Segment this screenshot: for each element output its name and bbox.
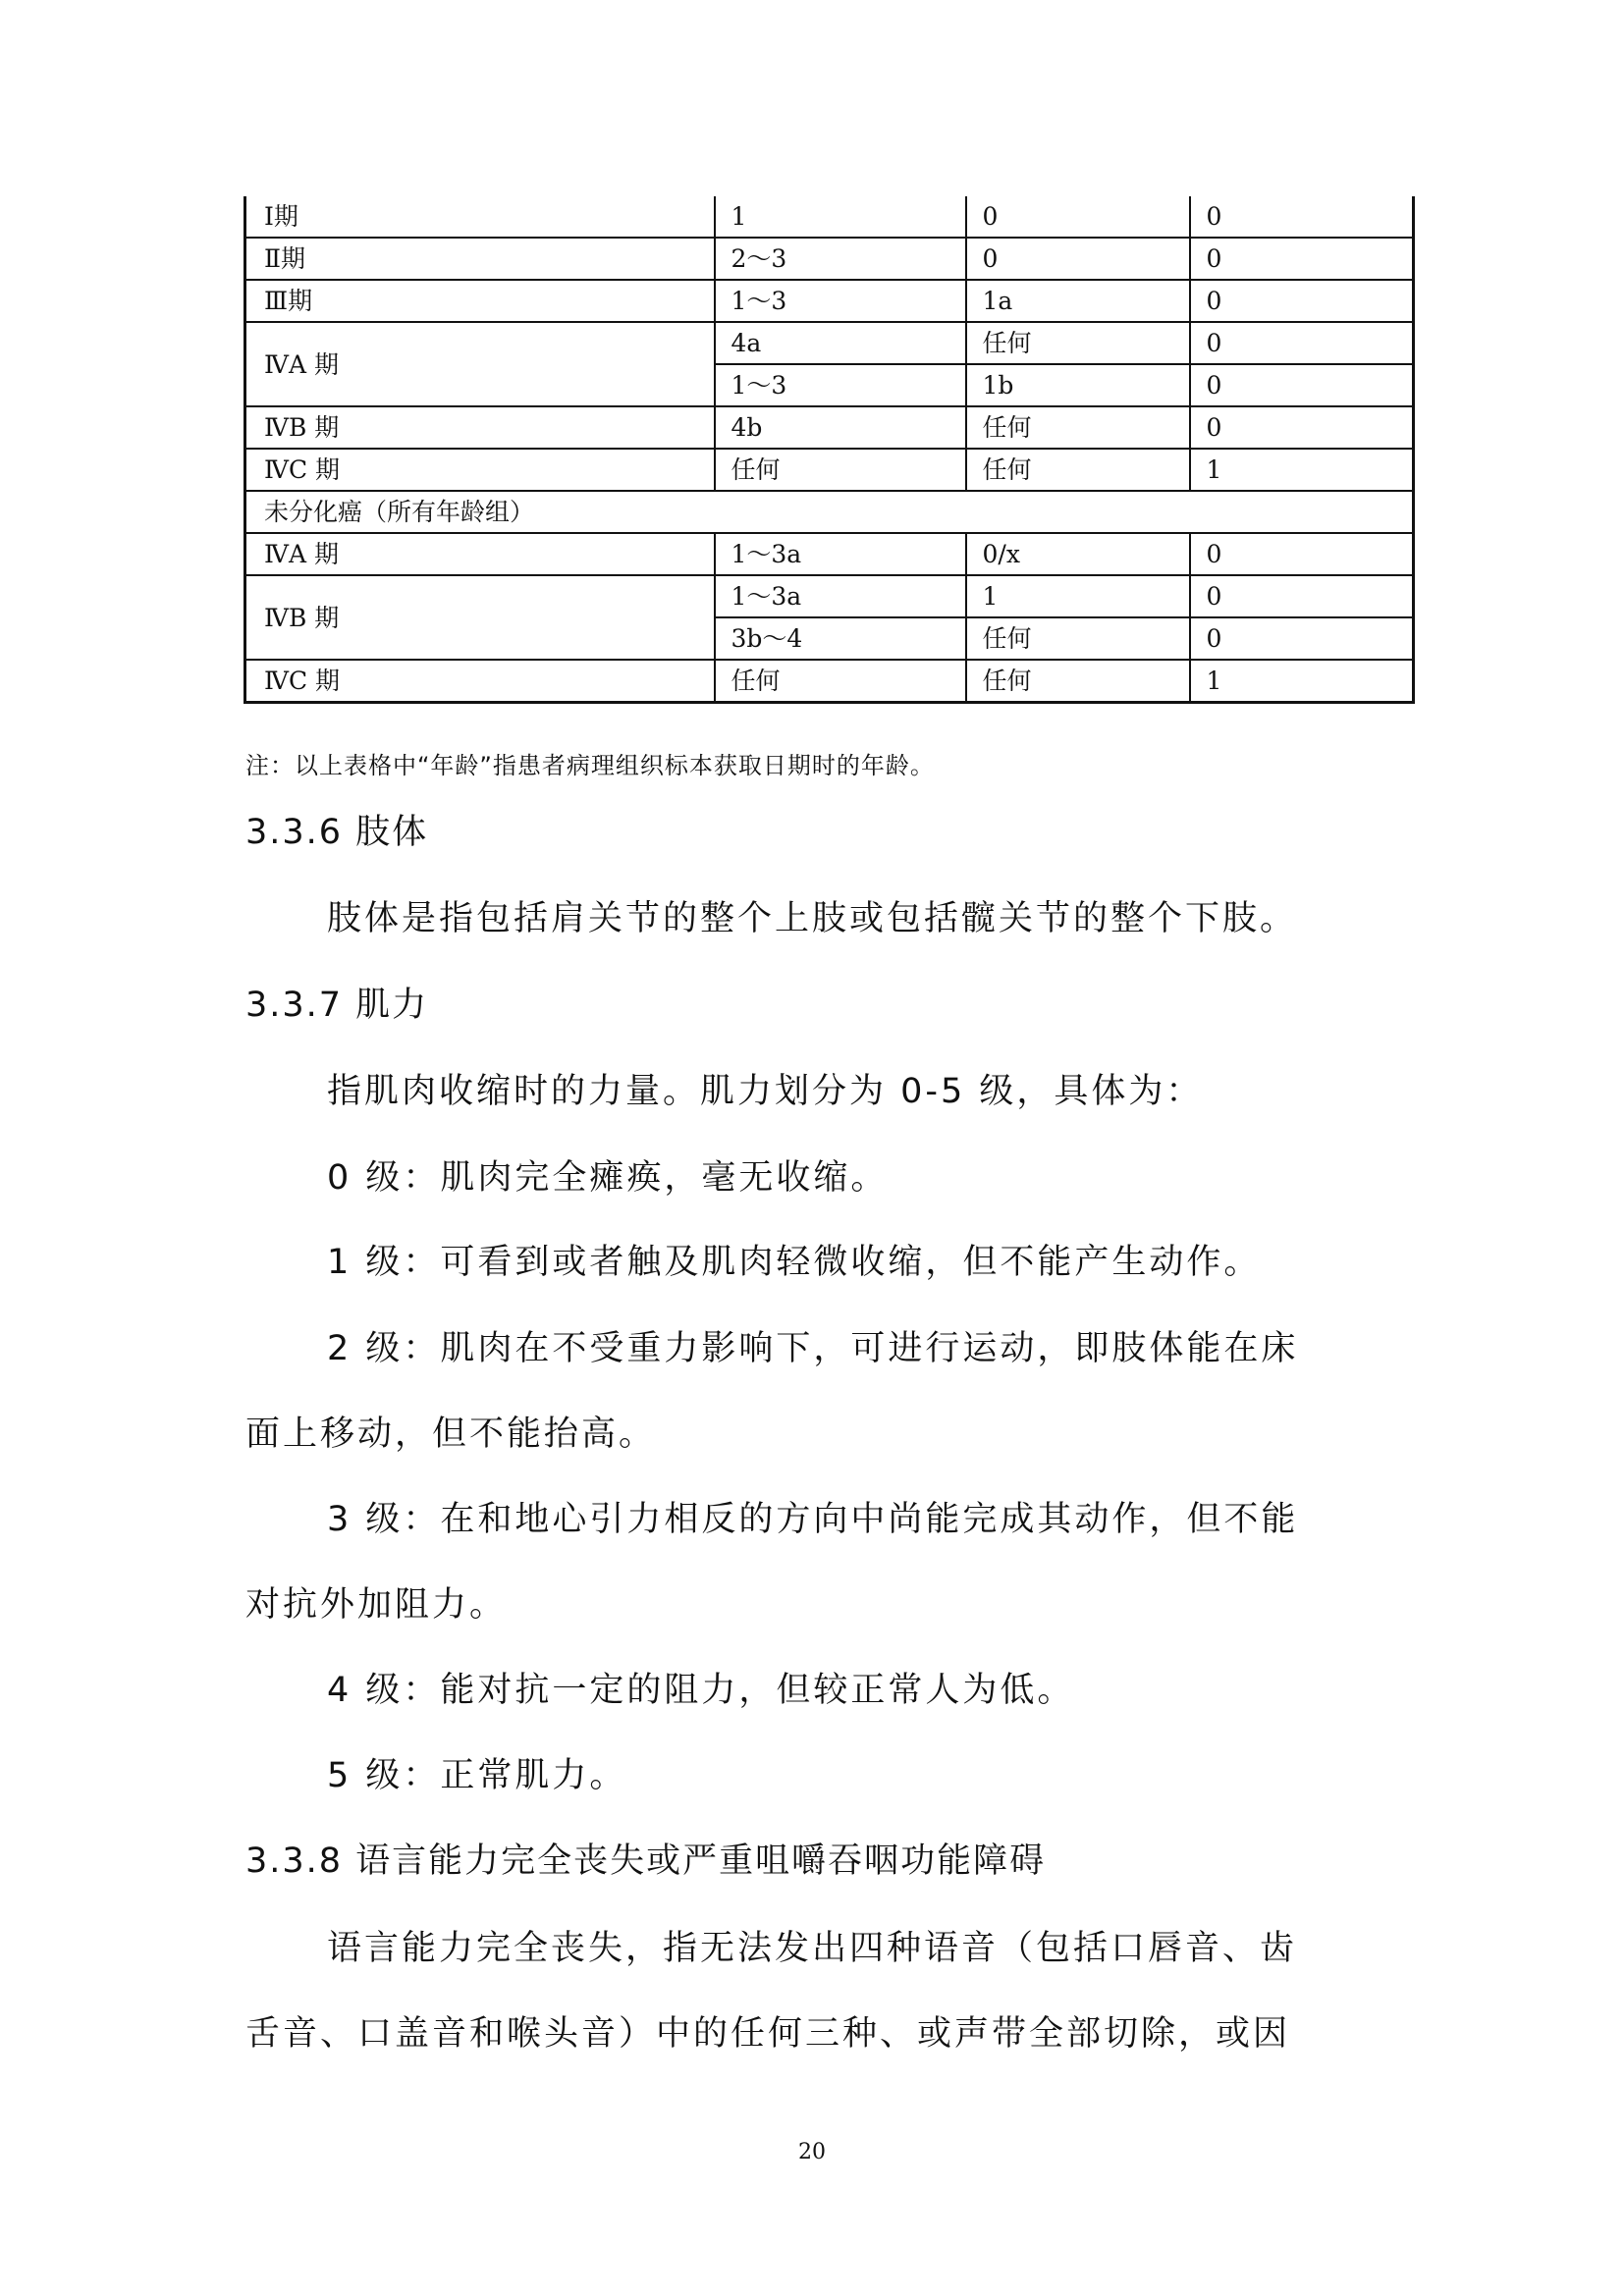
n-cell: 1b [966, 364, 1190, 406]
t-cell: 1 [715, 196, 966, 238]
table-note: 注：以上表格中“年龄”指患者病理组织标本获取日期时的年龄。 [245, 752, 935, 779]
table-row [245, 322, 1414, 364]
t-cell: 4a [715, 322, 966, 364]
muscle-level-line: 面上移动，但不能抬高。 [245, 1415, 657, 1454]
section-heading-3-3-8: 3.3.8 语言能力完全丧失或严重咀嚼吞咽功能障碍 [245, 1842, 1047, 1881]
m-cell: 0 [1190, 196, 1414, 238]
stage-cell: ⅣA 期 [245, 533, 715, 575]
n-cell: 任何 [966, 406, 1190, 449]
paragraph: 肢体是指包括肩关节的整个上肢或包括髋关节的整个下肢。 [327, 899, 1298, 938]
m-cell: 0 [1190, 406, 1414, 449]
section-heading-3-3-6: 3.3.6 肢体 [245, 813, 429, 852]
paragraph-line: 舌音、口盖音和喉头音）中的任何三种、或声带全部切除，或因 [245, 2014, 1291, 2054]
stage-cell: ⅣB 期 [245, 406, 715, 449]
m-cell: 1 [1190, 660, 1414, 703]
table-group-row [245, 491, 1414, 533]
group-header-cell: 未分化癌（所有年龄组） [245, 491, 1414, 533]
n-cell: 任何 [966, 617, 1190, 660]
t-cell: 1～3 [715, 280, 966, 322]
table-row [245, 660, 1414, 703]
n-cell: 1a [966, 280, 1190, 322]
t-cell: 1～3a [715, 575, 966, 617]
n-cell: 任何 [966, 322, 1190, 364]
m-cell: 0 [1190, 238, 1414, 280]
t-cell: 1～3 [715, 364, 966, 406]
muscle-level-line: 1 级：可看到或者触及肌肉轻微收缩，但不能产生动作。 [327, 1243, 1262, 1282]
muscle-level-line: 2 级：肌肉在不受重力影响下，可进行运动，即肢体能在床 [327, 1329, 1299, 1368]
muscle-level-line: 0 级：肌肉完全瘫痪，毫无收缩。 [327, 1158, 889, 1198]
table-row [245, 280, 1414, 322]
muscle-level-line: 4 级：能对抗一定的阻力，但较正常人为低。 [327, 1671, 1075, 1710]
table-row [245, 238, 1414, 280]
table-row [245, 575, 1414, 617]
stage-cell: Ⅲ期 [245, 280, 715, 322]
m-cell: 0 [1190, 280, 1414, 322]
stage-cell: ⅣA 期 [245, 322, 715, 406]
table-row [245, 196, 1414, 238]
n-cell: 0 [966, 238, 1190, 280]
stage-cell: ⅣC 期 [245, 449, 715, 491]
t-cell: 2～3 [715, 238, 966, 280]
n-cell: 0 [966, 196, 1190, 238]
m-cell: 0 [1190, 322, 1414, 364]
section-heading-3-3-7: 3.3.7 肌力 [245, 986, 429, 1025]
table-row [245, 406, 1414, 449]
staging-table [244, 196, 1415, 704]
stage-cell: ⅣC 期 [245, 660, 715, 703]
table-row [245, 449, 1414, 491]
n-cell: 任何 [966, 660, 1190, 703]
t-cell: 1～3a [715, 533, 966, 575]
m-cell: 0 [1190, 533, 1414, 575]
t-cell: 4b [715, 406, 966, 449]
m-cell: 0 [1190, 617, 1414, 660]
m-cell: 0 [1190, 575, 1414, 617]
m-cell: 0 [1190, 364, 1414, 406]
stage-cell: Ⅰ期 [245, 196, 715, 238]
paragraph: 指肌肉收缩时的力量。肌力划分为 0-5 级，具体为： [327, 1072, 1204, 1111]
muscle-level-line: 5 级：正常肌力。 [327, 1756, 627, 1795]
table-row [245, 533, 1414, 575]
stage-cell: ⅣB 期 [245, 575, 715, 660]
t-cell: 任何 [715, 660, 966, 703]
stage-cell: Ⅱ期 [245, 238, 715, 280]
page-number: 20 [798, 2140, 826, 2164]
m-cell: 1 [1190, 449, 1414, 491]
n-cell: 1 [966, 575, 1190, 617]
t-cell: 3b～4 [715, 617, 966, 660]
paragraph-line: 语言能力完全丧失，指无法发出四种语音（包括口唇音、齿 [327, 1929, 1298, 1968]
n-cell: 0/x [966, 533, 1190, 575]
muscle-level-line: 对抗外加阻力。 [245, 1585, 508, 1625]
muscle-level-line: 3 级：在和地心引力相反的方向中尚能完成其动作，但不能 [327, 1500, 1299, 1539]
n-cell: 任何 [966, 449, 1190, 491]
t-cell: 任何 [715, 449, 966, 491]
